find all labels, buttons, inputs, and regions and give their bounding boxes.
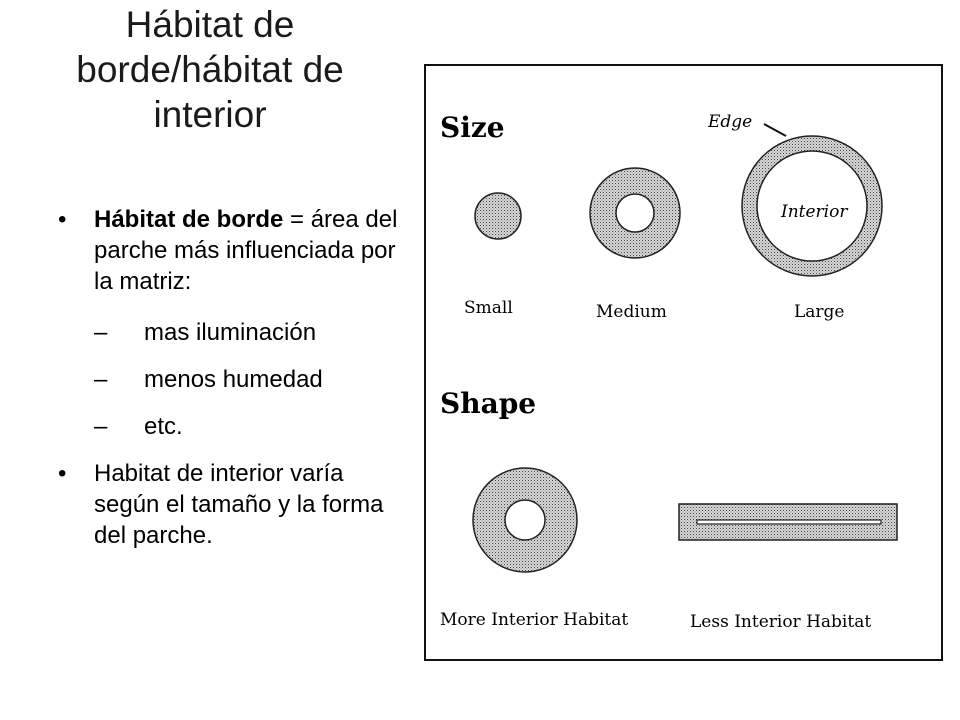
slide-title: Hábitat de borde/hábitat de interior <box>76 4 344 135</box>
medium-patch-interior <box>616 194 654 232</box>
edge-habitat-term: Hábitat de borde <box>94 206 284 233</box>
dash-marker: – <box>94 319 108 346</box>
edge-label: Edge <box>708 112 753 132</box>
large-label: Large <box>794 302 845 322</box>
subitem-text: etc. <box>144 413 183 440</box>
size-heading: Size <box>440 111 505 144</box>
subitem-humidity <box>58 364 398 395</box>
subitem-etc <box>58 411 398 442</box>
medium-label: Medium <box>596 302 667 322</box>
more-interior-label: More Interior Habitat <box>440 610 629 630</box>
small-patch <box>475 193 521 239</box>
interior-habitat-text: Habitat de interior varía según el tamaño y la forma del parche. <box>94 460 384 549</box>
edge-interior-figure <box>424 64 943 661</box>
bullet-list <box>58 204 398 551</box>
circular-patch-interior <box>505 500 545 540</box>
dash-marker: – <box>94 413 108 440</box>
figure-drawing <box>426 66 941 659</box>
interior-label: Interior <box>781 202 848 222</box>
bullet-marker: • <box>58 460 67 487</box>
elongated-patch-interior <box>697 520 881 524</box>
subitem-light <box>58 317 398 348</box>
bullet-edge-habitat <box>58 204 398 297</box>
small-label: Small <box>464 298 513 318</box>
edge-habitat-definition: = área del parche más influenciada por la matriz: <box>94 206 398 295</box>
dash-marker: – <box>94 366 108 393</box>
bullet-interior-habitat <box>58 458 398 551</box>
bullet-marker: • <box>58 206 67 233</box>
shape-heading: Shape <box>440 387 537 420</box>
subitem-text: menos humedad <box>144 366 323 393</box>
less-interior-label: Less Interior Habitat <box>690 612 872 632</box>
edge-pointer-line <box>764 124 786 136</box>
subitem-text: mas iluminación <box>144 319 317 346</box>
